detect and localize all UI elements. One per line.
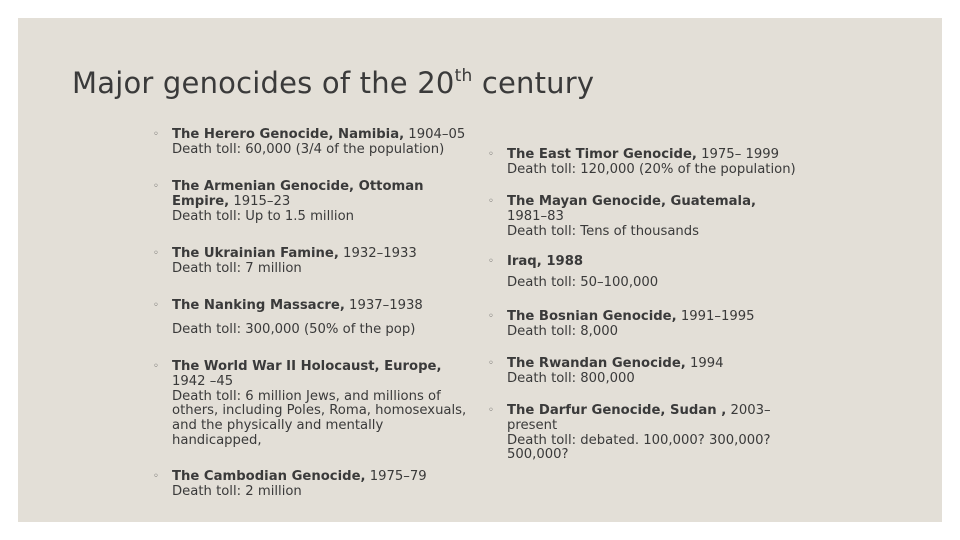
bullet-icon: ◦ [488,256,494,267]
bullet-icon: ◦ [488,405,494,416]
bullet-icon: ◦ [488,311,494,322]
list-item-cambodian: ◦ The Cambodian Genocide, 1975–79 Death toll: 2 million [153,469,427,499]
list-item-herero: ◦ The Herero Genocide, Namibia, 1904–05 Death toll: 60,000 (3/4 of the population) [153,127,466,157]
slide-title: Major genocides of the 20th century [72,66,595,100]
list-item-armenian: ◦ The Armenian Genocide, Ottoman Empire, 1915–23 Death toll: Up to 1.5 million [153,179,424,224]
list-item-nanking: ◦ The Nanking Massacre, 1937–1938 Death toll: 300,000 (50% of the pop) [153,298,423,337]
bullet-icon: ◦ [153,181,159,192]
list-item-iraq: ◦ Iraq, 1988 Death toll: 50–100,000 [488,254,659,290]
bullet-icon: ◦ [488,196,494,207]
bullet-icon: ◦ [488,149,494,160]
bullet-icon: ◦ [153,248,159,259]
bullet-icon: ◦ [153,471,159,482]
list-item-bosnian: ◦ The Bosnian Genocide, 1991–1995 Death toll: 8,000 [488,309,755,339]
bullet-icon: ◦ [153,300,159,311]
list-item-east-timor: ◦ The East Timor Genocide, 1975– 1999 Death toll: 120,000 (20% of the population) [488,147,796,177]
list-item-mayan: ◦ The Mayan Genocide, Guatemala, 1981–83 Death toll: Tens of thousands [488,194,756,239]
bullet-icon: ◦ [488,358,494,369]
bullet-icon: ◦ [153,361,159,372]
bullet-icon: ◦ [153,129,159,140]
list-item-ukrainian: ◦ The Ukrainian Famine, 1932–1933 Death toll: 7 million [153,246,417,276]
list-item-darfur: ◦ The Darfur Genocide, Sudan , 2003–present Death toll: debated. 100,000? 300,000? 500,000? [488,403,771,463]
list-item-holocaust: ◦ The World War II Holocaust, Europe, 1942 –45 Death toll: 6 million Jews, and millions of others, including Poles, Roma, homosexuals, and the physically and mentally handicapped, [153,359,467,448]
list-item-rwandan: ◦ The Rwandan Genocide, 1994 Death toll: 800,000 [488,356,724,386]
